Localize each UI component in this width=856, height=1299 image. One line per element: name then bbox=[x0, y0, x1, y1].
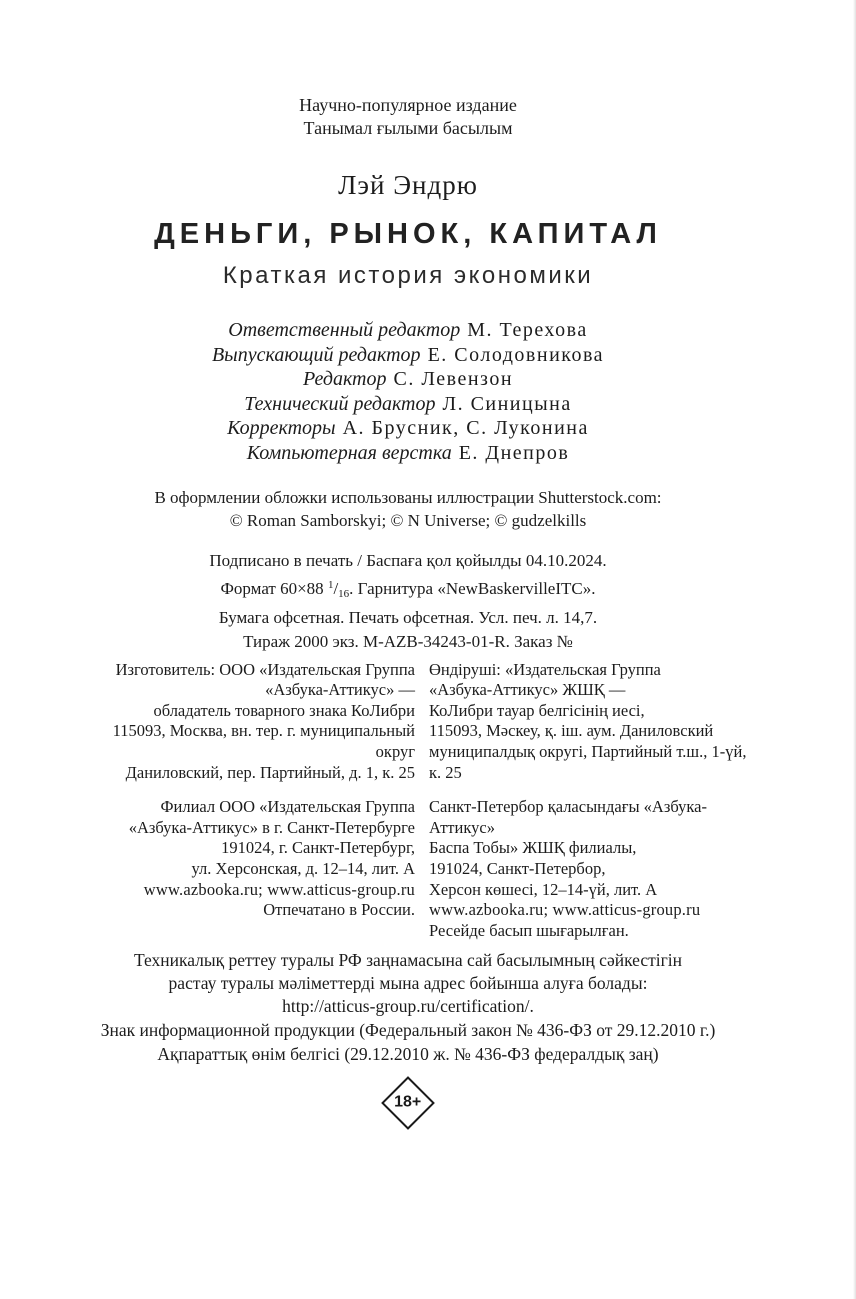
producer-right-block1 bbox=[429, 660, 752, 784]
producer-line: 115093, Москва, вн. тер. г. муниципальный округ bbox=[112, 721, 415, 761]
cover-credits-authors-line: © Roman Samborskyi; © N Universe; © gudzelkills bbox=[229, 510, 587, 530]
producer-left-block1 bbox=[92, 660, 415, 784]
staff-person-name: Е. Днепров bbox=[458, 441, 570, 464]
producer-line: Санкт-Петербор қаласындағы «Азбука-Аттикус» bbox=[429, 797, 707, 837]
producer-line: Изготовитель: ООО «Издательская Группа bbox=[115, 659, 415, 679]
staff-person-name: М. Терехова bbox=[467, 319, 588, 341]
age-rating-badge bbox=[0, 1078, 816, 1122]
staff-person-name: А. Брусник, С. Луконина bbox=[342, 417, 589, 440]
staff-role-label: Редактор bbox=[302, 368, 387, 391]
staff-role-label: Выпускающий редактор bbox=[211, 343, 421, 366]
producer-line: КоЛибри тауар белгісінің иесі, bbox=[429, 700, 645, 720]
producer-line: 115093, Мәскеу, қ. іш. аум. Даниловский bbox=[429, 721, 714, 741]
producer-line: «Азбука-Аттикус» ЖШҚ — bbox=[429, 680, 626, 700]
printed-in-line: Ресейде басып шығарылған. bbox=[429, 920, 629, 940]
edition-note bbox=[0, 0, 816, 140]
certification-line: растау туралы мәліметтерді мына адрес бойынша алуға болады: bbox=[168, 973, 648, 994]
format-suffix: . Гарнитура «NewBaskervilleITC». bbox=[349, 578, 596, 598]
producer-columns bbox=[92, 660, 752, 942]
info-product-sign bbox=[0, 1018, 816, 1066]
staff-row bbox=[0, 343, 816, 368]
printed-in-line: Отпечатано в России. bbox=[263, 900, 415, 920]
staff-row bbox=[0, 367, 816, 392]
certification-notice bbox=[0, 949, 816, 1018]
staff-person-name: С. Левензон bbox=[393, 368, 514, 391]
producer-line: Филиал ООО «Издательская Группа bbox=[160, 797, 415, 817]
producer-right-block2 bbox=[429, 797, 752, 941]
print-info-date-line: Подписано в печать / Баспаға қол қойылды 04.10.2024. bbox=[209, 550, 607, 570]
format-slash: / bbox=[333, 578, 339, 598]
staff-row bbox=[0, 416, 816, 441]
print-info-format-line bbox=[0, 573, 816, 606]
staff-row bbox=[0, 441, 816, 466]
producer-line: Баспа Тобы» ЖШҚ филиалы, bbox=[429, 838, 637, 858]
edition-note-line-kk: Танымал ғылыми басылым bbox=[303, 118, 513, 138]
format-denominator: 16 bbox=[338, 587, 350, 600]
producer-line: Даниловский, пер. Партийный, д. 1, к. 25 bbox=[125, 762, 415, 782]
staff-role-label: Компьютерная верстка bbox=[246, 441, 452, 464]
print-info-paper-line: Бумага офсетная. Печать офсетная. Усл. печ. л. 14,7. bbox=[218, 607, 598, 627]
info-sign-line-kk: Ақпараттық өнім белгісі (29.12.2010 ж. № 436-ФЗ федералдық заң) bbox=[157, 1044, 659, 1065]
producer-line: Херсон көшесі, 12–14-үй, лит. А bbox=[429, 879, 658, 899]
staff-row bbox=[0, 392, 816, 417]
producer-line: 191024, г. Санкт-Петербург, bbox=[221, 838, 415, 858]
websites-line: www.azbooka.ru; www.atticus-group.ru bbox=[429, 900, 701, 920]
cover-credits bbox=[0, 486, 816, 532]
age-rating-label: 18+ bbox=[394, 1094, 422, 1112]
producer-line: «Азбука-Аттикус» в г. Санкт-Петербурге bbox=[128, 817, 415, 837]
producer-line: муниципалдық округі, Партийный т.ш., 1-үй, к. 25 bbox=[429, 741, 747, 782]
print-info-tirazh-line: Тираж 2000 экз. M-AZB-34243-01-R. Заказ № bbox=[243, 631, 573, 651]
edition-note-line-ru: Научно-популярное издание bbox=[299, 95, 517, 115]
certification-url-line: http://atticus-group.ru/certification/. bbox=[282, 996, 534, 1017]
producer-right-column bbox=[429, 660, 752, 942]
staff-role-label: Технический редактор bbox=[244, 392, 436, 415]
cover-credits-source-line: В оформлении обложки использованы иллюстрации Shutterstock.com: bbox=[154, 487, 662, 507]
info-sign-line-ru: Знак информационной продукции (Федеральный закон № 436-ФЗ от 29.12.2010 г.) bbox=[100, 1020, 716, 1041]
print-info bbox=[0, 549, 816, 654]
staff-person-name: Е. Солодовникова bbox=[427, 343, 605, 366]
staff-list bbox=[0, 318, 816, 466]
websites-line: www.azbooka.ru; www.atticus-group.ru bbox=[143, 879, 415, 899]
format-numerator: 1 bbox=[327, 578, 334, 591]
staff-person-name: Л. Синицына bbox=[442, 392, 572, 415]
producer-left-block2 bbox=[92, 797, 415, 921]
page-subtitle: Краткая история экономики bbox=[222, 262, 594, 289]
producer-line: 191024, Санкт-Петербор, bbox=[429, 858, 606, 878]
producer-line: ул. Херсонская, д. 12–14, лит. А bbox=[191, 858, 415, 878]
age-rating-diamond-icon bbox=[381, 1076, 435, 1130]
staff-role-label: Корректоры bbox=[227, 417, 336, 440]
certification-line: Техникалық реттеу туралы РФ заңнамасына сай басылымның сәйкестігін bbox=[133, 950, 683, 971]
staff-row bbox=[0, 318, 816, 343]
format-prefix: Формат 60×88 bbox=[220, 578, 328, 598]
producer-line: Өндіруші: «Издательская Группа bbox=[429, 659, 661, 679]
producer-left-column bbox=[92, 660, 415, 942]
producer-line: «Азбука-Аттикус» — bbox=[265, 680, 415, 700]
author-name: Лэй Эндрю bbox=[338, 170, 478, 200]
producer-line: обладатель товарного знака КоЛибри bbox=[153, 700, 415, 720]
page-title: ДЕНЬГИ, РЫНОК, КАПИТАЛ bbox=[154, 218, 662, 250]
staff-role-label: Ответственный редактор bbox=[228, 319, 461, 341]
